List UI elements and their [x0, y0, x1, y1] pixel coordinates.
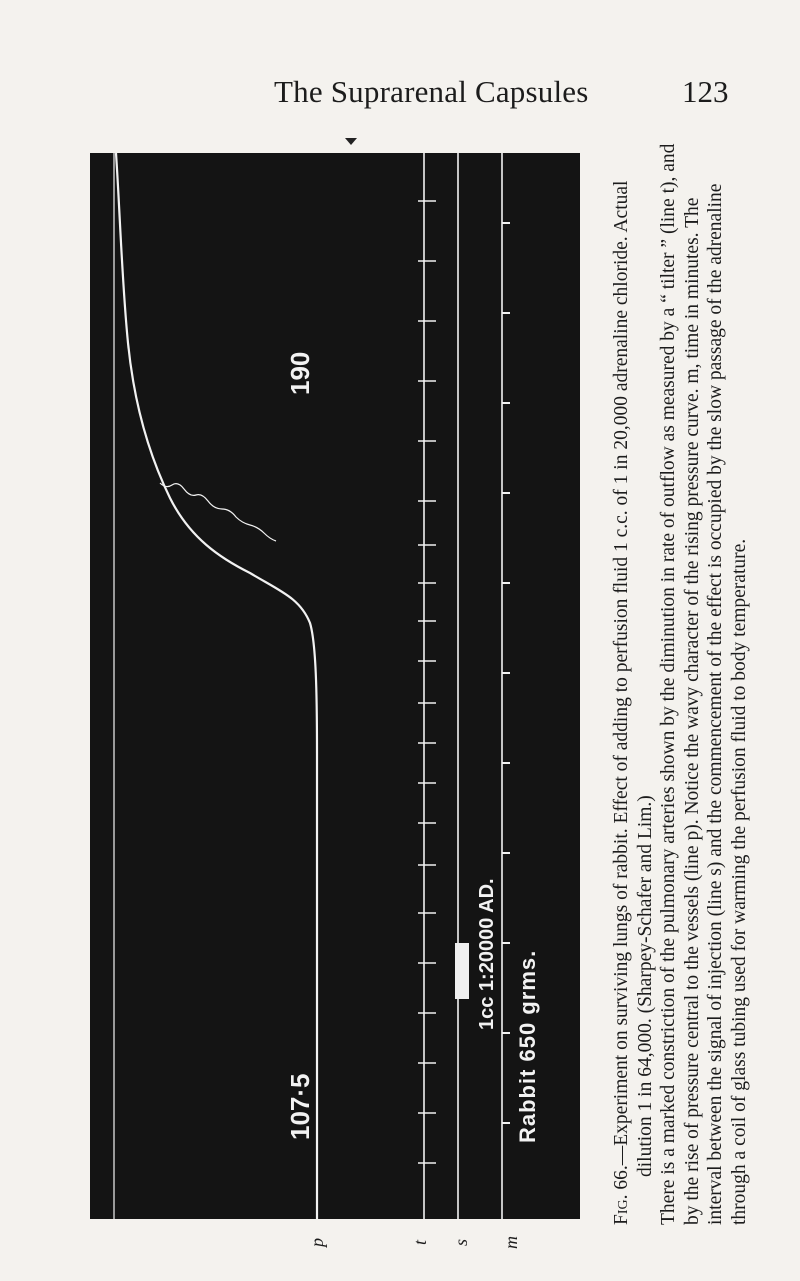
line-letter-t: t [410, 1239, 431, 1246]
tracing-svg [90, 153, 580, 1219]
caption-line-2: dilution 1 in 64,000. (Sharpey-Schafer and Lim.) [634, 795, 656, 1177]
top-pressure-label: 190 [285, 351, 315, 395]
line-letter-s: s [451, 1238, 472, 1247]
caption-line-1: —Experiment on surviving lungs of rabbit. Effect of adding to perfusion fluid 1 c.c. of 1 in 20,000 adrenaline chloride. Actual [611, 180, 632, 1166]
dose-label: 1cc 1:20000 AD. [476, 878, 498, 1030]
page-number: 123 [682, 74, 729, 109]
injection-signal-mark [455, 943, 469, 999]
caption-fig-label: Fig. 66. [611, 1165, 632, 1225]
animal-label: Rabbit 650 grms. [515, 949, 540, 1143]
running-title: The Suprarenal Capsules [274, 74, 589, 109]
caption-body: There is a marked constriction of the pulmonary arteries shown by the diminution in rate of outflow as measured by a “ tilter ” (line t), and by the rise of pressure central to the vessels (line p). Notice the wavy character of the rising pressure curve. m, time in minutes. The interval between the signal of injection (line s) and the commencement of the effect is occupied by the slow passage of the adrenaline through a coil of glass tubing used for warming the perfusion fluid to body temperature. [658, 143, 750, 1225]
caption-heading [610, 140, 657, 1225]
figure-caption [610, 140, 751, 1225]
bottom-pressure-label: 107·5 [285, 1073, 315, 1140]
line-letter-m: m [501, 1236, 521, 1249]
kymograph-tracing [90, 153, 580, 1219]
page-header [0, 72, 800, 112]
line-letter-p: p [307, 1238, 327, 1247]
registration-mark [345, 138, 357, 145]
